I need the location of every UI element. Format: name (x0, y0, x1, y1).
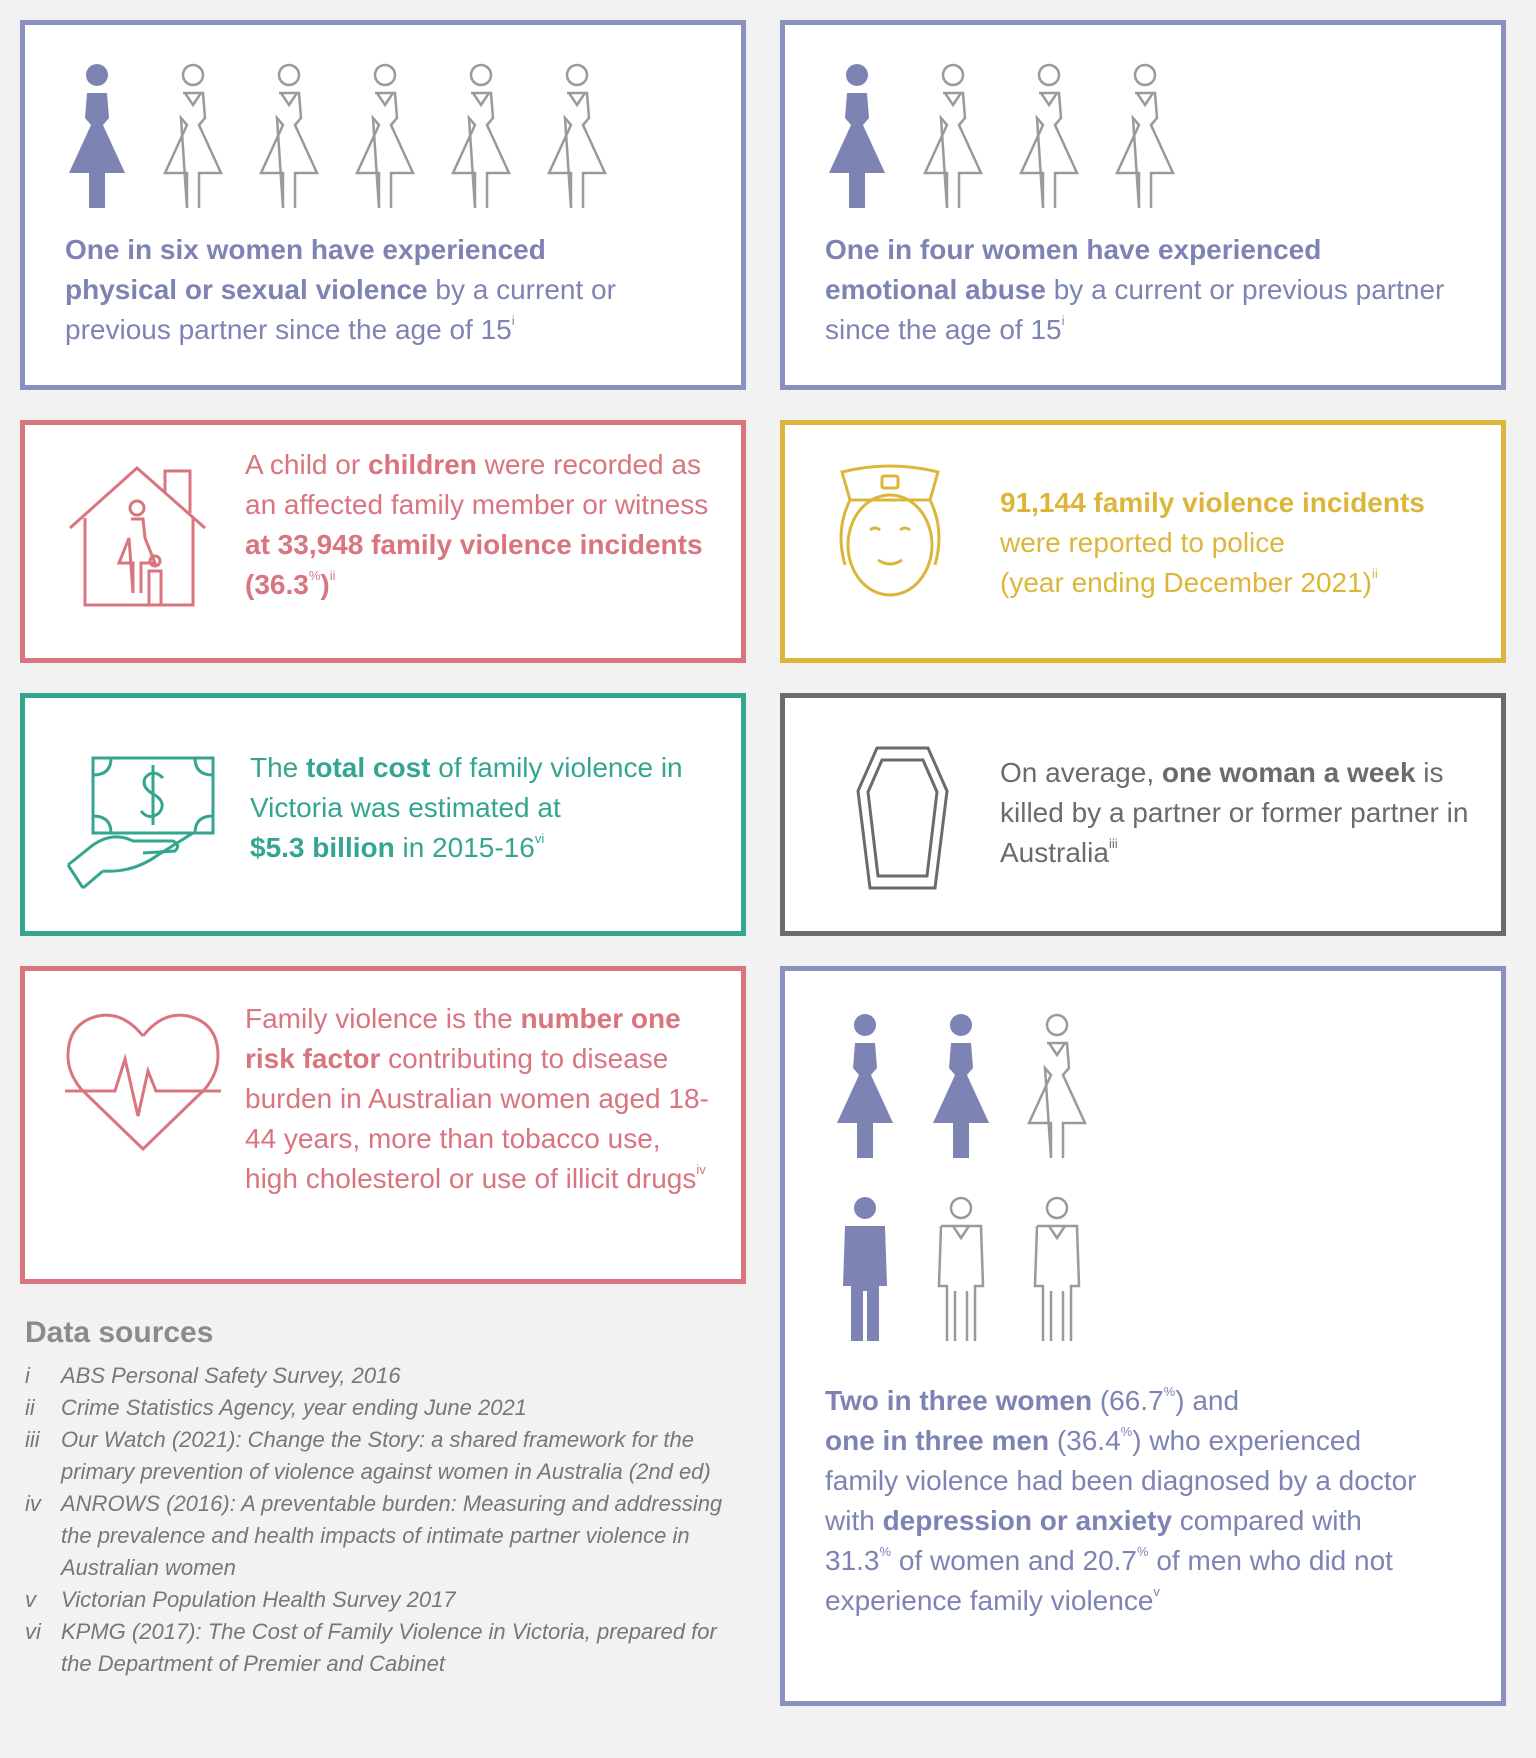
card-physical-violence (20, 20, 746, 390)
cost-b1: total cost (306, 752, 431, 783)
card-woman-killed (780, 693, 1506, 936)
coffin-icon (855, 746, 950, 891)
physical-bold2: physical or sexual violence (65, 274, 428, 305)
dep-t4: ) who experienced family violence had been diagnosed by a doctor with (825, 1425, 1417, 1536)
source-item (25, 1488, 745, 1584)
risk-text (245, 999, 715, 1199)
police-t2: (year ending December 2021) (1000, 567, 1372, 598)
dep-pct3: % (879, 1543, 892, 1559)
dep-ref: v (1153, 1583, 1160, 1599)
card-children-witness (20, 420, 746, 663)
card-total-cost (20, 693, 746, 936)
dep-t1: (66.7 (1092, 1385, 1164, 1416)
source-text: Victorian Population Health Survey 2017 (61, 1587, 456, 1612)
dep-pct4: % (1137, 1543, 1149, 1559)
source-item (25, 1360, 745, 1392)
card-police-reports (780, 420, 1506, 663)
source-num: v (25, 1587, 36, 1612)
dep-t6: of women and 20.7 (891, 1545, 1138, 1576)
cost-b2: $5.3 billion (250, 832, 395, 863)
source-text: ABS Personal Safety Survey, 2016 (61, 1363, 401, 1388)
dep-t7: of men who did not experience family violence (825, 1545, 1393, 1616)
source-item (25, 1616, 745, 1680)
depression-text (825, 1381, 1435, 1621)
police-ref: ii (1371, 565, 1378, 581)
source-text: Our Watch (2021): Change the Story: a shared framework for the primary prevention of violence against women in Australia (2nd ed) (61, 1427, 711, 1484)
police-officer-icon (830, 460, 950, 610)
children-b2: at 33,948 family violence incidents (36.3 (245, 529, 703, 600)
emotional-bold1: One in four women have experienced (825, 234, 1322, 265)
source-num: iv (25, 1491, 41, 1516)
physical-rest: by a current or previous partner since the age of 15 (65, 274, 616, 345)
source-num: iii (25, 1427, 40, 1452)
dep-t2: ) and (1175, 1385, 1240, 1416)
data-sources (25, 1316, 745, 1680)
woman-figures-1-of-4-icon (827, 63, 1211, 208)
killed-t1: On average, (1000, 757, 1162, 788)
dep-pct2: % (1120, 1423, 1133, 1439)
source-num: ii (25, 1395, 35, 1420)
dep-b1: Two in three women (825, 1385, 1093, 1416)
killed-b1: one woman a week (1161, 757, 1416, 788)
money-hand-icon (63, 753, 218, 893)
risk-t2: contributing to disease burden in Australian women aged 18-44 years, more than tobacco use, high cholesterol or use of illicit drugs (245, 1043, 709, 1194)
physical-violence-text (65, 230, 705, 350)
killed-text (1000, 753, 1480, 873)
source-num: i (25, 1363, 30, 1388)
dep-t3: (36.4 (1049, 1425, 1121, 1456)
woman-figures-1-of-6-icon (67, 63, 643, 208)
risk-ref: iv (696, 1161, 706, 1177)
data-sources-list (25, 1360, 745, 1680)
heart-pulse-icon (63, 1011, 223, 1151)
source-item (25, 1584, 745, 1616)
men-figures-icon (835, 1196, 1123, 1341)
children-t2: were recorded as an affected family member or witness (245, 449, 709, 520)
children-t1: A child or (245, 449, 368, 480)
source-text: Crime Statistics Agency, year ending June 2021 (61, 1395, 527, 1420)
children-ref: ii (329, 567, 336, 583)
risk-t1: Family violence is the (245, 1003, 521, 1034)
physical-bold1: One in six women have experienced (65, 234, 546, 265)
cost-t1: The (250, 752, 307, 783)
data-sources-title: Data sources (25, 1316, 214, 1349)
cost-t2: of family violence in Victoria was estimated at (250, 752, 683, 823)
source-text: KPMG (2017): The Cost of Family Violence in Victoria, prepared for the Department of Premier and Cabinet (61, 1619, 717, 1676)
source-item (25, 1424, 745, 1488)
children-pct: % (308, 567, 321, 583)
physical-ref: i (511, 312, 515, 328)
killed-ref: iii (1108, 835, 1118, 851)
children-text (245, 445, 725, 605)
dep-pct1: % (1163, 1383, 1176, 1399)
cost-ref: vi (534, 830, 545, 846)
dep-b2: one in three men (825, 1425, 1050, 1456)
source-text: ANROWS (2016): A preventable burden: Measuring and addressing the prevalence and health impacts of intimate partner violence in Australian women (61, 1491, 723, 1580)
emotional-ref: i (1061, 312, 1065, 328)
house-family-icon (65, 463, 210, 613)
source-num: vi (25, 1619, 41, 1644)
killed-t2: is killed by a partner or former partner in Australia (1000, 757, 1469, 868)
source-item (25, 1392, 745, 1424)
dep-b3: depression or anxiety (882, 1505, 1173, 1536)
children-b1: children (367, 449, 477, 480)
cost-t3: in 2015-16 (394, 832, 535, 863)
police-t1: were reported to police (1000, 527, 1285, 558)
risk-b1: number one risk factor (245, 1003, 681, 1074)
cost-text (250, 748, 720, 868)
card-emotional-abuse (780, 20, 1506, 390)
card-depression-anxiety (780, 966, 1506, 1706)
police-b1: 91,144 family violence incidents (1000, 487, 1425, 518)
card-risk-factor (20, 966, 746, 1284)
emotional-bold2: emotional abuse (825, 274, 1046, 305)
police-text (1000, 483, 1480, 603)
emotional-abuse-text (825, 230, 1465, 350)
emotional-rest: by a current or previous partner since the age of 15 (825, 274, 1445, 345)
children-b3: ) (320, 569, 330, 600)
women-figures-icon (835, 1013, 1123, 1158)
dep-t5: compared with 31.3 (825, 1505, 1362, 1576)
